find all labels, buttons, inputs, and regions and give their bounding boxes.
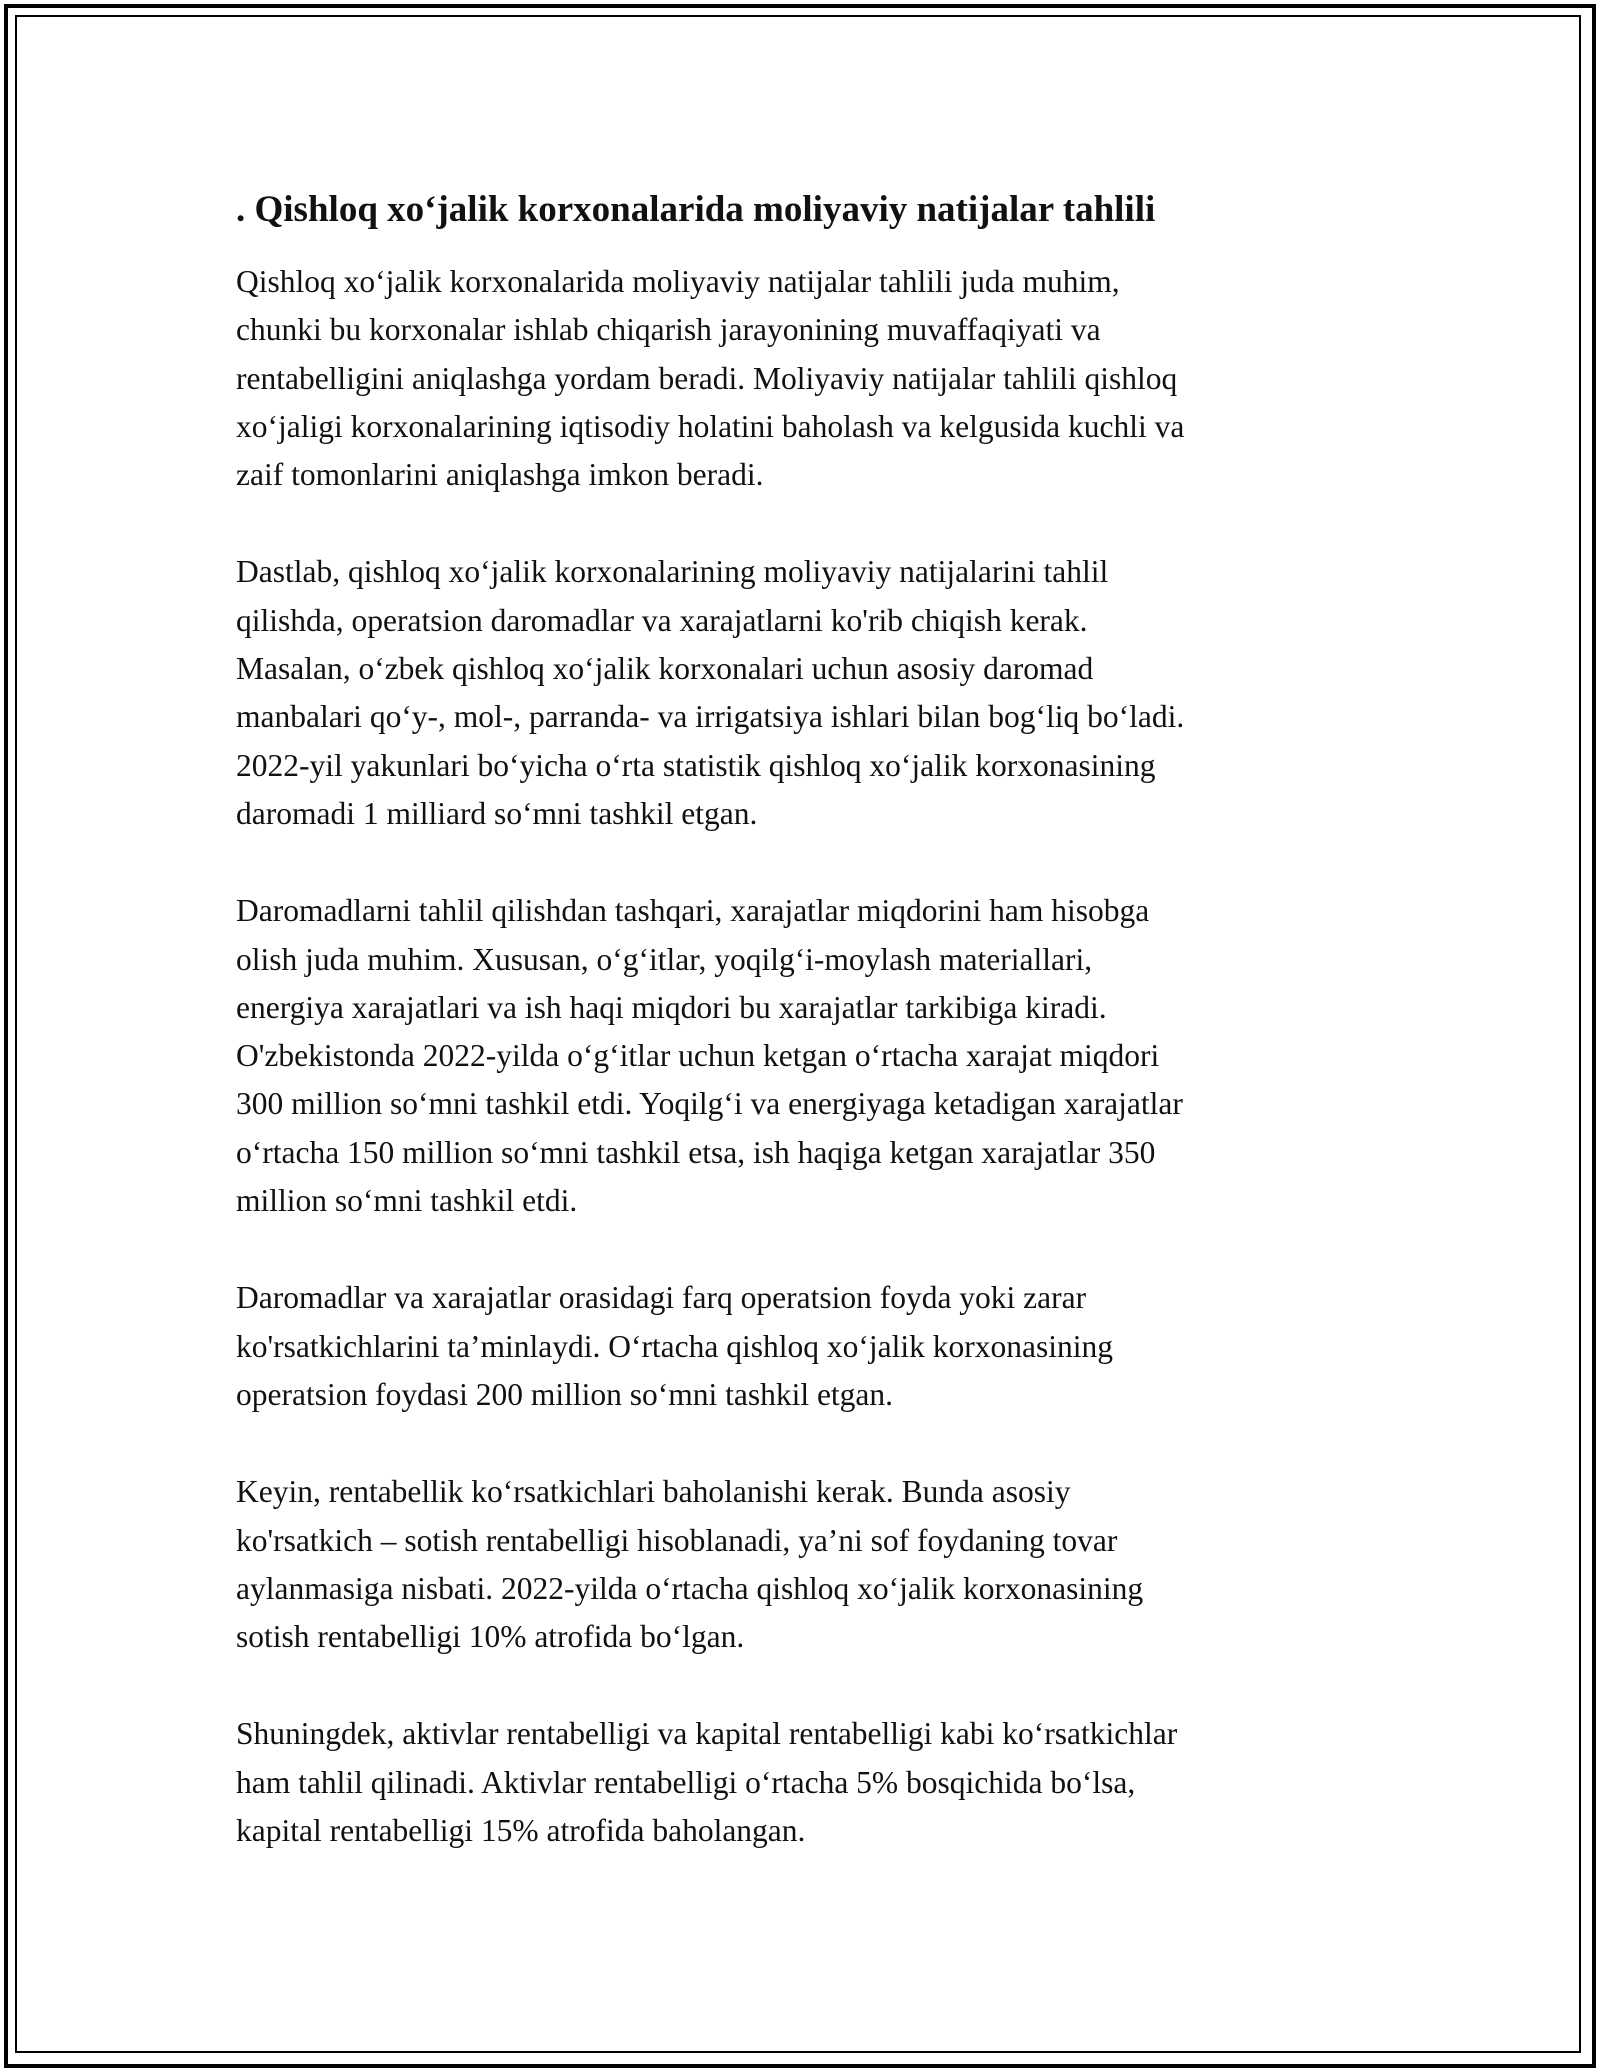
- paragraph-expenses: [236, 887, 1366, 1225]
- document-body: [236, 186, 1366, 1904]
- paragraph-operating-profit: [236, 1274, 1366, 1419]
- paragraph-asset-capital-returns: [236, 1710, 1366, 1855]
- text-line: ko'rsatkich – sotish rentabelligi hisoblanadi, ya’ni sof foydaning tovar: [236, 1522, 1118, 1558]
- text-line: xo‘jaligi korxonalarining iqtisodiy holatini baholash va kelgusida kuchli va: [236, 408, 1185, 444]
- text-line: zaif tomonlarini aniqlashga imkon beradi.: [236, 457, 764, 493]
- paragraph-intro: [236, 258, 1366, 499]
- text-line: kapital rentabelligi 15% atrofida baholangan.: [236, 1813, 806, 1849]
- text-line: million so‘mni tashkil etdi.: [236, 1183, 578, 1219]
- text-line: energiya xarajatlari va ish haqi miqdori bu xarajatlar tarkibiga kiradi.: [236, 989, 1107, 1025]
- page-title: . Qishloq xo‘jalik korxonalarida moliyaviy natijalar tahlili: [236, 189, 1156, 230]
- text-line: aylanmasiga nisbati. 2022-yilda o‘rtacha qishloq xo‘jalik korxonasining: [236, 1570, 1144, 1606]
- text-line: Dastlab, qishloq xo‘jalik korxonalarining moliyaviy natijalarini tahlil: [236, 554, 1109, 590]
- text-line: manbalari qo‘y-, mol-, parranda- va irrigatsiya ishlari bilan bog‘liq bo‘ladi.: [236, 699, 1185, 735]
- text-line: Shuningdek, aktivlar rentabelligi va kapital rentabelligi kabi ko‘rsatkichlar: [236, 1716, 1178, 1752]
- text-line: o‘rtacha 150 million so‘mni tashkil etsa, ish haqiga ketgan xarajatlar 350: [236, 1134, 1156, 1170]
- paragraph-revenue: [236, 548, 1366, 838]
- text-line: daromadi 1 milliard so‘mni tashkil etgan.: [236, 795, 758, 831]
- text-line: O'zbekistonda 2022-yilda o‘g‘itlar uchun ketgan o‘rtacha xarajat miqdori: [236, 1038, 1160, 1074]
- text-line: Qishloq xo‘jalik korxonalarida moliyaviy natijalar tahlili juda muhim,: [236, 264, 1120, 299]
- text-line: Daromadlarni tahlil qilishdan tashqari, xarajatlar miqdorini ham hisobga: [236, 893, 1150, 929]
- text-line: Keyin, rentabellik ko‘rsatkichlari baholanishi kerak. Bunda asosiy: [236, 1474, 1071, 1510]
- text-line: ko'rsatkichlarini ta’minlaydi. O‘rtacha qishloq xo‘jalik korxonasining: [236, 1328, 1113, 1364]
- text-line: 2022-yil yakunlari bo‘yicha o‘rta statistik qishloq xo‘jalik korxonasining: [236, 747, 1156, 783]
- text-line: ham tahlil qilinadi. Aktivlar rentabelligi o‘rtacha 5% bosqichida bo‘lsa,: [236, 1764, 1136, 1800]
- text-line: 300 million so‘mni tashkil etdi. Yoqilg‘i va energiyaga ketadigan xarajatlar: [236, 1086, 1183, 1122]
- text-line: qilishda, operatsion daromadlar va xarajatlarni ko'rib chiqish kerak.: [236, 602, 1088, 638]
- text-line: Daromadlar va xarajatlar orasidagi farq operatsion foyda yoki zarar: [236, 1280, 1087, 1316]
- text-line: chunki bu korxonalar ishlab chiqarish jarayonining muvaffaqiyati va: [236, 312, 1101, 348]
- text-line: Masalan, o‘zbek qishloq xo‘jalik korxonalari uchun asosiy daromad: [236, 651, 1094, 687]
- text-line: sotish rentabelligi 10% atrofida bo‘lgan.: [236, 1619, 745, 1655]
- text-line: olish juda muhim. Xususan, o‘g‘itlar, yoqilg‘i-moylash materiallari,: [236, 941, 1093, 977]
- paragraph-profitability: [236, 1468, 1366, 1661]
- text-line: operatsion foydasi 200 million so‘mni tashkil etgan.: [236, 1376, 894, 1412]
- text-line: rentabelligini aniqlashga yordam beradi. Moliyaviy natijalar tahlili qishloq: [236, 360, 1178, 396]
